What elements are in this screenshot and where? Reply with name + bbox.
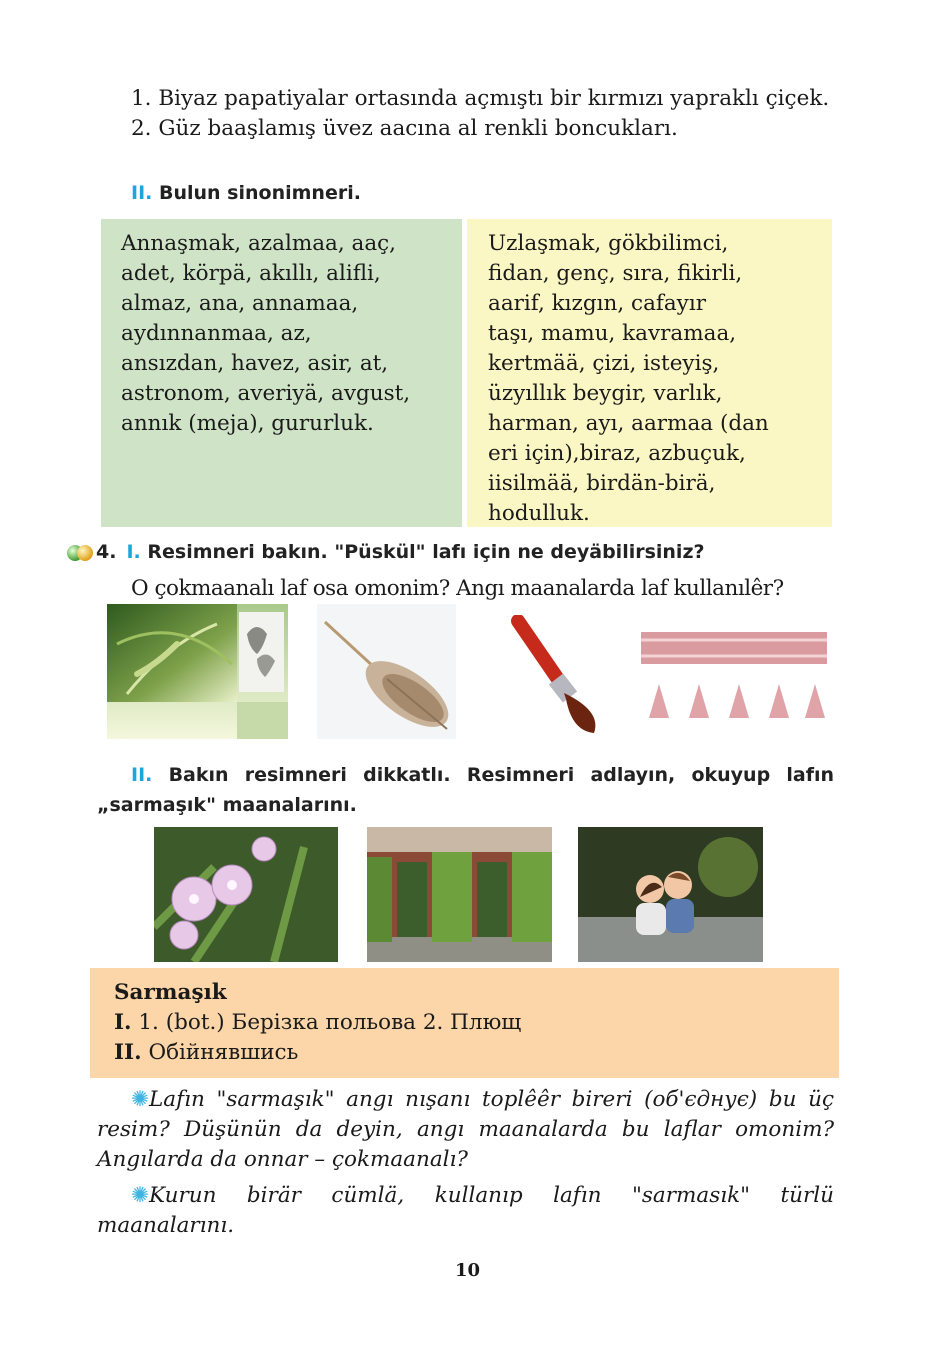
dictionary-sense-2: II. Обійнявшись xyxy=(114,1040,299,1065)
paint-brush-icon xyxy=(510,615,605,735)
task-paragraph-1: ✺Lafın "sarmaşık" angı nışanı toplêêr bireri (об'єднує) bu üç resim? Düşünün da deyin, angı maanalarda bu laflar omonim? Angılarda da onnar – çokmaanalı? xyxy=(97,1087,834,1172)
exercise-4-question: O çokmaanalı laf osa omonim? Angı maanalarda laf kullanılêr? xyxy=(131,576,784,601)
snowflake-bullet-icon: ✺ xyxy=(131,1183,150,1208)
bindweed-flowers-icon xyxy=(154,827,338,962)
exercise-number: 4. xyxy=(96,541,117,563)
ivy-wall-icon xyxy=(367,827,552,962)
dry-reed-plume-icon xyxy=(317,604,456,739)
wheat-ear-icon xyxy=(107,604,288,739)
snowflake-bullet-icon: ✺ xyxy=(131,1087,150,1112)
page-number: 10 xyxy=(454,1260,481,1281)
synonym-column-left xyxy=(101,219,462,527)
exercise-sentences xyxy=(97,84,834,144)
task-paragraph-2: ✺Kurun birär cümlä, kullanıp lafın "sarmasık" türlü maanalarını. xyxy=(97,1183,834,1238)
hugging-children-icon xyxy=(578,827,763,962)
task-heading-synonyms: II. Bulun sinonimneri. xyxy=(131,182,361,204)
sentence-2: 2. Güz baaşlamış üvez aacına al renkli boncukları. xyxy=(131,116,678,141)
dictionary-box xyxy=(90,968,839,1078)
exercise-bullet-icon xyxy=(66,543,92,561)
dictionary-sense-1: I. 1. (bot.) Берізка польова 2. Плющ xyxy=(114,1010,522,1035)
dictionary-word: Sarmaşık xyxy=(114,980,227,1005)
tassel-fringe-icon xyxy=(641,632,827,720)
exercise-4-heading xyxy=(66,541,705,563)
synonym-column-right xyxy=(467,219,832,527)
synonym-list-right: Uzlaşmak, gökbilimci, fidan, genç, sıra, fikirli, aarif, kızgın, cafayır taşı, mamu, kavramaa, kertmää, çizi, isteyiş, üzyıllık beygir, varlık, harman, ayı, aarmaa (dan eri için),biraz, azbuçuk, iisilmää, birdän-birä, hodulluk. xyxy=(488,231,769,526)
exercise-4-part2-title: II. Bakın resimneri dikkatlı. Resimneri adlayın, okuyup lafın „sarmaşık" maanalarını. xyxy=(97,764,834,816)
exercise-4-part1-title: I. Resimneri bakın. "Püskül" lafı için ne deyäbilirsiniz? xyxy=(126,541,705,563)
sentence-1: 1. Biyaz papatiyalar ortasında açmıştı bir kırmızı yapraklı çiçek. xyxy=(131,86,830,111)
synonym-list-left: Annaşmak, azalmaa, aaç, adet, körpä, akıllı, alifli, almaz, ana, annamaa, aydınnanmaa, az, ansızdan, havez, asir, at, astronom, averiyä, avgust, annık (meja), gururluk. xyxy=(121,231,411,436)
